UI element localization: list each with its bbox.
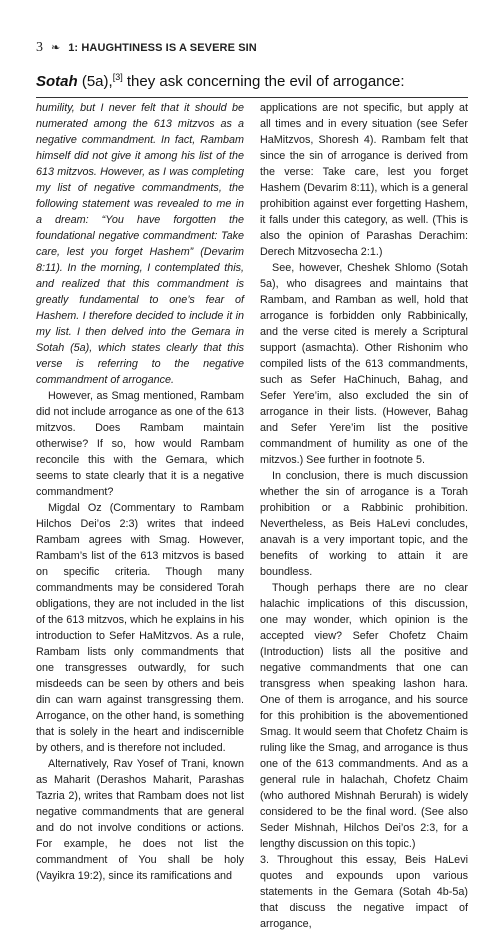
footnote-paragraph: Migdal Oz (Commentary to Rambam Hilchos Dei’os 2:3) writes that indeed Rambam agrees with Smag. However, Rambam’s list of the 613 mitzvos is based on specific criteria. Though many commandments may be considered Torah obligations, they are not included in the list of the 613 mitzvos, which he explains in his introduction to Sefer HaMitzvos. As a rule, Rambam lists only commandments that one transgresses outwardly, for such misdeeds can be seen by others and beis din can warn against transgressing them. Arrogance, on the other hand, is something that is solely in the heart and indiscernible by others, and is therefore not included. xyxy=(36,502,244,754)
footnote-paragraph: In conclusion, there is much discussion whether the sin of arrogance is a Torah prohibition or a Rabbinic prohibition. Nevertheless, as Beis HaLevi concludes, anavah is a very important topic, and the benefits of working to attain it are boundless. xyxy=(260,470,468,578)
page-number: 3 xyxy=(36,40,43,55)
footnote-paragraph: However, as Smag mentioned, Rambam did not include arrogance as one of the 613 mitzvos. Does Rambam maintain otherwise? If so, how would Rambam reconcile this with the Gemara, which seems to state clearly that it is a negative commandment? xyxy=(36,390,244,498)
chapter-title: 1: HAUGHTINESS IS A SEVERE SIN xyxy=(68,42,257,54)
lead-rest: they ask concerning the evil of arrogance: xyxy=(122,73,405,90)
footnote-paragraph: See, however, Cheshek Shlomo (Sotah 5a), who disagrees and maintains that Rambam, and Ramban as well, hold that arrogance is forbidden only Rabbinically, and the verse cited is merely a Scriptural support (asmachta). Other Rishonim who compiled lists of the 613 commandments, such as Sefer HaChinuch, Bahag, and Sefer Yere’im, also excluded the sin of arrogance in their lists. (However, Bahag and Sefer Yere’im list the positive commandment of humility as one of the mitzvos.) See further in footnote 5. xyxy=(260,262,468,466)
lead-ref: (5a), xyxy=(81,73,113,90)
lead-source: Sotah xyxy=(36,73,78,90)
footnote-column-left xyxy=(36,100,244,884)
footnote-marker: [3] xyxy=(112,72,123,82)
footnote-column-right xyxy=(260,100,468,932)
footnote-paragraph: Though perhaps there are no clear halachic implications of this discussion, one may wonder, which opinion is the accepted view? Sefer Chofetz Chaim (Introduction) lists all the positive and negative commandments that one can transgress when speaking lashon hara. One of them is arrogance, and his source for this prohibition is the abovementioned Smag. It would seem that Chofetz Chaim is ruling like the Smag, and arrogance is thus one of the 613 commandments. And as a general rule in halachah, Chofetz Chaim (who authored Mishnah Berurah) is widely considered to be the final word. (See also Seder Mishnah, Hilchos Dei’os 2:3, for a lengthy discussion on this topic.) xyxy=(260,582,468,850)
footnote-paragraph: humility, but I never felt that it should be numerated among the 613 mitzvos as a negative commandment. In fact, Rambam himself did not give it among his list of the 613 mitzvos. However, as I was completing my list of negative commandments, the following statement was revealed to me in a dream: “You have forgotten the foundational negative commandment: Take care, lest you forget Hashem” (Devarim 8:11). In the morning, I contemplated this, and realized that this commandment is greatly fundamental to one’s fear of Hashem. I therefore decided to include it in my list. I then delved into the Gemara in Sotah (5a), which states clearly that this verse is referring to the negative commandment of arrogance. xyxy=(36,102,244,386)
ornament-icon: ❧ xyxy=(51,42,61,54)
lead-sentence xyxy=(36,72,476,90)
footnote-paragraph: 3. Throughout this essay, Beis HaLevi quotes and expounds upon various statements in the Gemara (Sotah 4b-5a) that discuss the negative impact of arrogance, xyxy=(260,854,468,930)
running-header xyxy=(36,40,476,56)
footnote-paragraph: applications are not specific, but apply at all times and in every situation (see Sefer HaMitzvos, Shoresh 4). Rambam felt that since the sin of arrogance is derived from the verse: Take care, lest you forget Hashem (Devarim 8:11), which is a general prohibition against ever forgetting Hashem, it falls under this category, as well. (This is also the opinion of Parashas Derachim: Derech Mitzvosecha 2:1.) xyxy=(260,102,468,258)
footnote-paragraph: Alternatively, Rav Yosef of Trani, known as Maharit (Derashos Maharit, Parashas Tazria 2), writes that Rambam does not list negative commandments that are general and do not involve conditions or actions. For example, he does not list the commandment of You shall be holy (Vayikra 19:2), since its ramifications and xyxy=(36,758,244,882)
footnote-rule xyxy=(36,97,468,98)
